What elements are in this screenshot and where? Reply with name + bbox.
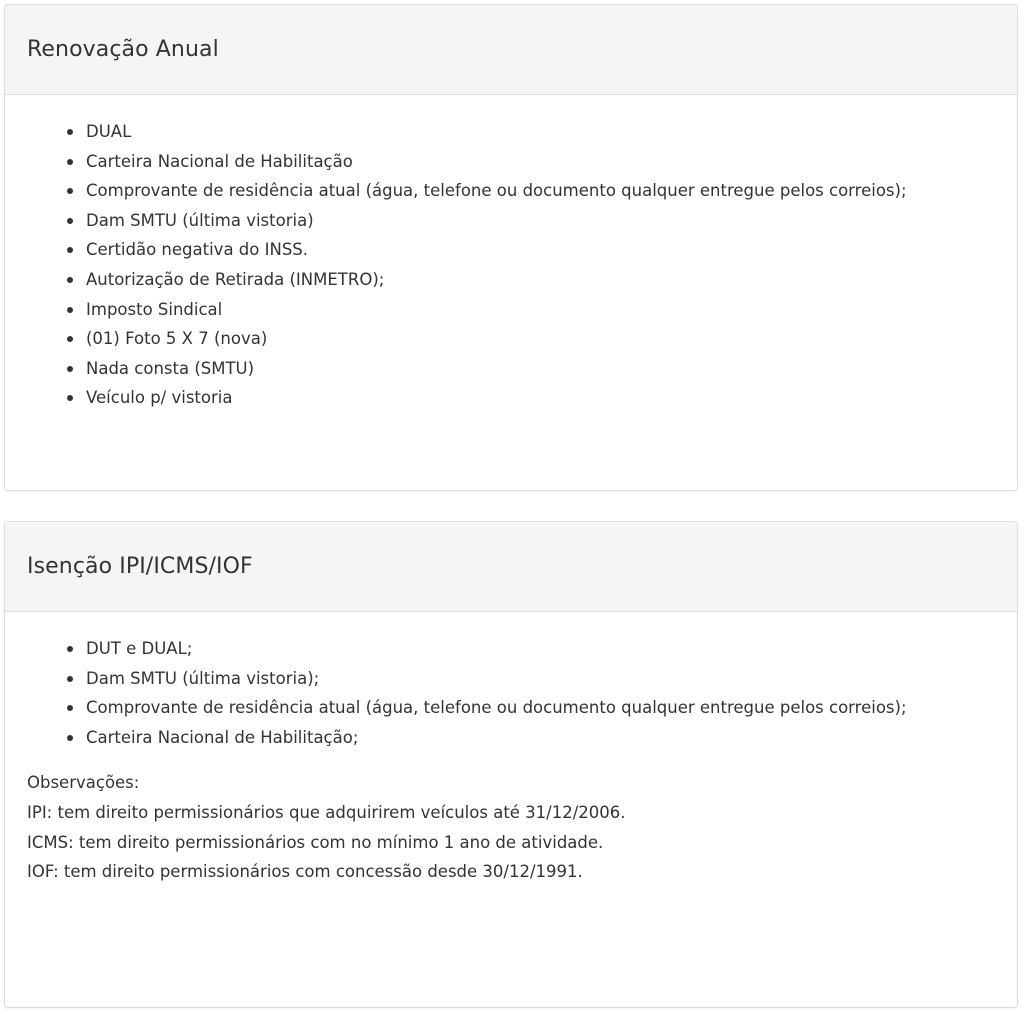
panel-isencao-ipi-icms-iof: [4, 521, 1018, 1008]
panel-body: [5, 95, 1017, 413]
list-item: Carteira Nacional de Habilitação: [86, 147, 995, 177]
panel-title: Renovação Anual: [27, 37, 219, 62]
list-item: Comprovante de residência atual (água, telefone ou documento qualquer entregue pelos correios);: [86, 693, 995, 723]
list-item: Dam SMTU (última vistoria): [86, 206, 995, 236]
list-item: Comprovante de residência atual (água, telefone ou documento qualquer entregue pelos correios);: [86, 176, 995, 206]
document-list: [27, 117, 995, 413]
list-item: Certidão negativa do INSS.: [86, 235, 995, 265]
observation-iof: IOF: tem direito permissionários com concessão desde 30/12/1991.: [27, 862, 583, 882]
list-item: DUAL: [86, 117, 995, 147]
list-item: DUT e DUAL;: [86, 634, 995, 664]
list-item: Nada consta (SMTU): [86, 354, 995, 384]
list-item: Carteira Nacional de Habilitação;: [86, 723, 995, 753]
observation-icms: ICMS: tem direito permissionários com no mínimo 1 ano de atividade.: [27, 832, 604, 852]
panel-body: [5, 612, 1017, 887]
observation-ipi: IPI: tem direito permissionários que adquirirem veículos até 31/12/2006.: [27, 802, 626, 822]
document-list: [27, 634, 995, 752]
list-item: Veículo p/ vistoria: [86, 383, 995, 413]
panel-heading: [5, 5, 1017, 95]
panel-renovacao-anual: [4, 4, 1018, 491]
list-item: (01) Foto 5 X 7 (nova): [86, 324, 995, 354]
observations-heading: Observações:: [27, 773, 140, 793]
list-item: Dam SMTU (última vistoria);: [86, 664, 995, 694]
panel-heading: [5, 522, 1017, 612]
list-item: Autorização de Retirada (INMETRO);: [86, 265, 995, 295]
list-item: Imposto Sindical: [86, 295, 995, 325]
panel-title: Isenção IPI/ICMS/IOF: [27, 554, 253, 579]
observations: [27, 768, 995, 886]
